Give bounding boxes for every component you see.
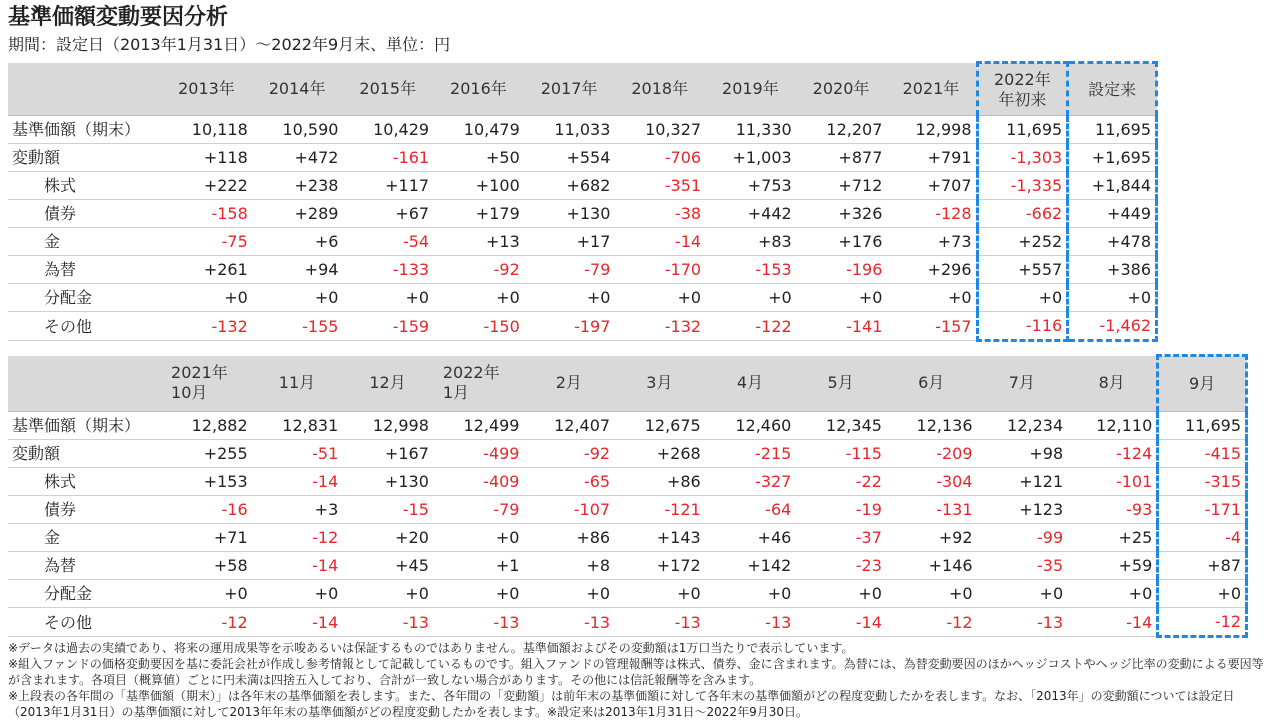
table-cell: +0 (795, 580, 886, 608)
row-label: 株式 (8, 468, 161, 496)
table-cell: -141 (796, 312, 887, 341)
table-cell: 12,675 (614, 412, 705, 440)
table-cell: +0 (1068, 284, 1157, 312)
table-cell: +712 (796, 172, 887, 200)
page-title: 基準価額変動要因分析 (8, 5, 229, 30)
table-cell: +449 (1068, 200, 1157, 228)
row-label: 基準価額（期末） (8, 116, 161, 144)
table-cell: -14 (614, 228, 705, 256)
table-cell: -215 (705, 440, 796, 468)
table-cell: +0 (796, 284, 887, 312)
table-cell: +0 (524, 284, 615, 312)
table-cell: +877 (796, 144, 887, 172)
table-cell: +130 (524, 200, 615, 228)
column-header: 2018年 (614, 63, 705, 116)
table-row (8, 172, 1157, 200)
row-label: その他 (8, 312, 161, 341)
table-cell: 11,033 (524, 116, 615, 144)
table-cell: +8 (523, 552, 614, 580)
table-cell: -327 (705, 468, 796, 496)
table-cell: +83 (705, 228, 796, 256)
table-cell: +222 (161, 172, 252, 200)
table-cell: +255 (161, 440, 252, 468)
table-cell: -16 (161, 496, 252, 524)
table-cell: -124 (1067, 440, 1158, 468)
table-cell: +0 (977, 284, 1068, 312)
table-cell: -133 (342, 256, 433, 284)
table-cell: +0 (705, 580, 796, 608)
table-cell: 12,882 (161, 412, 252, 440)
table-cell: +707 (886, 172, 977, 200)
column-header: 設定来 (1068, 63, 1157, 116)
column-header: 4月 (705, 356, 796, 412)
table-cell: -122 (705, 312, 796, 341)
table-cell: +0 (886, 284, 977, 312)
table-cell: 12,499 (433, 412, 524, 440)
row-label: 分配金 (8, 284, 161, 312)
table-cell: +6 (252, 228, 343, 256)
table-cell: 10,118 (161, 116, 252, 144)
column-header: 9月 (1158, 356, 1247, 412)
monthly-analysis-table (8, 354, 1248, 638)
table-cell: +478 (1068, 228, 1157, 256)
table-cell: -54 (342, 228, 433, 256)
column-header: 2017年 (524, 63, 615, 116)
table-cell: -99 (977, 524, 1068, 552)
header-corner (8, 356, 161, 412)
table-cell: 10,327 (614, 116, 705, 144)
table-row (8, 284, 1157, 312)
table-cell: -13 (433, 608, 524, 637)
table-cell: +0 (977, 580, 1068, 608)
table-cell: -13 (523, 608, 614, 637)
row-label: 基準価額（期末） (8, 412, 161, 440)
table-cell: +117 (342, 172, 433, 200)
table-cell: -116 (977, 312, 1068, 341)
table-cell: +0 (161, 580, 252, 608)
table-cell: +67 (342, 200, 433, 228)
table-cell: -23 (795, 552, 886, 580)
column-header: 11月 (252, 356, 343, 412)
table-cell: +167 (342, 440, 433, 468)
table-cell: +791 (886, 144, 977, 172)
table-cell: +25 (1067, 524, 1158, 552)
table-cell: -159 (342, 312, 433, 341)
table-cell: -101 (1067, 468, 1158, 496)
table-cell: +118 (161, 144, 252, 172)
row-label: その他 (8, 608, 161, 637)
table-cell: +20 (342, 524, 433, 552)
table-cell: -409 (433, 468, 524, 496)
row-label: 金 (8, 524, 161, 552)
row-label: 株式 (8, 172, 161, 200)
table-cell: -92 (523, 440, 614, 468)
footnote: ※上段表の各年間の「基準価額（期末）」は各年末の基準価額を表します。また、各年間の「変動額」は前年末の基準価額に対して各年末の基準価額がどの程度変動したかを表します。なお、「2013年」の変動額については設定日（2013年1月31日）の基準価額に対して2013年年末の基準価額がどの程度変動したかを表します。※設定来は2013年1月31日～2022年9月30日。 (8, 689, 1235, 719)
table-cell: -415 (1158, 440, 1247, 468)
table-cell: +100 (433, 172, 524, 200)
table-cell: +0 (1067, 580, 1158, 608)
table-cell: -12 (252, 524, 343, 552)
table-cell: +0 (1158, 580, 1247, 608)
table-cell: +472 (252, 144, 343, 172)
table-cell: -14 (252, 552, 343, 580)
table-cell: +0 (433, 524, 524, 552)
table-cell: -196 (796, 256, 887, 284)
column-header: 2013年 (161, 63, 252, 116)
table-cell: -15 (342, 496, 433, 524)
table-cell: 11,330 (705, 116, 796, 144)
column-header: 3月 (614, 356, 705, 412)
annual-analysis-table (8, 61, 1158, 342)
table-cell: +45 (342, 552, 433, 580)
table-cell: -14 (795, 608, 886, 637)
table-cell: +143 (614, 524, 705, 552)
table-cell: -79 (524, 256, 615, 284)
table-cell: 11,695 (1068, 116, 1157, 144)
table-cell: 10,590 (252, 116, 343, 144)
table-cell: +0 (886, 580, 977, 608)
table-cell: 12,110 (1067, 412, 1158, 440)
table-cell: -132 (161, 312, 252, 341)
column-header: 2020年 (796, 63, 887, 116)
table-cell: +0 (705, 284, 796, 312)
table-row (8, 440, 1247, 468)
table-cell: -14 (1067, 608, 1158, 637)
table-cell: -14 (252, 608, 343, 637)
column-header: 2022年 年初来 (977, 63, 1068, 116)
table-cell: -171 (1158, 496, 1247, 524)
table-cell: +0 (433, 284, 524, 312)
table-cell: +0 (523, 580, 614, 608)
table-cell: +73 (886, 228, 977, 256)
column-header: 6月 (886, 356, 977, 412)
table-cell: +17 (524, 228, 615, 256)
table-cell: 12,998 (342, 412, 433, 440)
column-header: 8月 (1067, 356, 1158, 412)
table-cell: -107 (523, 496, 614, 524)
row-label: 変動額 (8, 440, 161, 468)
table-cell: -13 (705, 608, 796, 637)
table-cell: 12,207 (796, 116, 887, 144)
footnote: ※データは過去の実績であり、将来の運用成果等を示唆あるいは保証するものではありません。基準価額およびその変動額は1万口当たりで表示しています。 (8, 641, 854, 655)
table-cell: -121 (614, 496, 705, 524)
page-subtitle: 期間：設定日（2013年1月31日）～2022年9月末、単位：円 (8, 35, 451, 54)
footnote: ※組入ファンドの価格変動要因を基に委託会社が作成し参考情報として記載しているものです。組入ファンドの管理報酬等は株式、債券、金に含まれます。為替には、為替変動要因のほかヘッジコストやヘッジ比率の変動による要因等が含まれます。各項目（概算値）ごとに円未満は四捨五入しており、合計が一致しない場合があります。その他には信託報酬等を含みます。 (8, 657, 1264, 687)
table-cell: -153 (705, 256, 796, 284)
table-cell: -115 (795, 440, 886, 468)
row-label: 債券 (8, 496, 161, 524)
table-cell: -12 (161, 608, 252, 637)
table-cell: +296 (886, 256, 977, 284)
table-cell: +153 (161, 468, 252, 496)
table-cell: +0 (161, 284, 252, 312)
table-cell: -128 (886, 200, 977, 228)
column-header: 2015年 (342, 63, 433, 116)
table-cell: +71 (161, 524, 252, 552)
table-cell: +46 (705, 524, 796, 552)
table-row (8, 200, 1157, 228)
table-row (8, 144, 1157, 172)
row-label: 為替 (8, 552, 161, 580)
table-cell: -170 (614, 256, 705, 284)
table-cell: -351 (614, 172, 705, 200)
table-cell: +261 (161, 256, 252, 284)
table-cell: +50 (433, 144, 524, 172)
table-cell: -14 (252, 468, 343, 496)
table-cell: -4 (1158, 524, 1247, 552)
table-cell: 10,479 (433, 116, 524, 144)
table-cell: +554 (524, 144, 615, 172)
table-cell: +86 (614, 468, 705, 496)
table-cell: -706 (614, 144, 705, 172)
table-cell: +92 (886, 524, 977, 552)
table-cell: +386 (1068, 256, 1157, 284)
table-cell: -209 (886, 440, 977, 468)
table-cell: +442 (705, 200, 796, 228)
table-cell: +172 (614, 552, 705, 580)
table-cell: -315 (1158, 468, 1247, 496)
table-cell: -35 (977, 552, 1068, 580)
table-cell: +3 (252, 496, 343, 524)
table-cell: +86 (523, 524, 614, 552)
table-cell: -131 (886, 496, 977, 524)
table-cell: 12,407 (523, 412, 614, 440)
column-header: 2022年 1月 (433, 356, 524, 412)
table-row (8, 228, 1157, 256)
table-cell: -92 (433, 256, 524, 284)
table-cell: -161 (342, 144, 433, 172)
table-cell: 12,460 (705, 412, 796, 440)
table-cell: +0 (252, 580, 343, 608)
table-cell: -150 (433, 312, 524, 341)
table-cell: -499 (433, 440, 524, 468)
column-header: 2014年 (252, 63, 343, 116)
table-cell: -1,335 (977, 172, 1068, 200)
table-cell: +0 (433, 580, 524, 608)
table-cell: -12 (1158, 608, 1247, 637)
table-cell: +326 (796, 200, 887, 228)
table-cell: -13 (342, 608, 433, 637)
table-cell: 11,695 (1158, 412, 1247, 440)
table-cell: +0 (252, 284, 343, 312)
table-cell: -155 (252, 312, 343, 341)
table-row (8, 580, 1247, 608)
table-row (8, 524, 1247, 552)
table-cell: -38 (614, 200, 705, 228)
table-cell: -22 (795, 468, 886, 496)
table-cell: +252 (977, 228, 1068, 256)
column-header: 7月 (977, 356, 1068, 412)
table-cell: -132 (614, 312, 705, 341)
column-header: 2021年 (886, 63, 977, 116)
table-cell: +176 (796, 228, 887, 256)
column-header: 2016年 (433, 63, 524, 116)
table-cell: 10,429 (342, 116, 433, 144)
table-row (8, 468, 1247, 496)
column-header: 5月 (795, 356, 886, 412)
table-row (8, 116, 1157, 144)
table-cell: -304 (886, 468, 977, 496)
table-cell: +142 (705, 552, 796, 580)
table-row (8, 552, 1247, 580)
table-cell: +1,844 (1068, 172, 1157, 200)
table-cell: -64 (705, 496, 796, 524)
table-cell: 11,695 (977, 116, 1068, 144)
table-cell: +121 (977, 468, 1068, 496)
table-cell: -13 (614, 608, 705, 637)
table-cell: -12 (886, 608, 977, 637)
column-header: 2月 (523, 356, 614, 412)
table-cell: +98 (977, 440, 1068, 468)
table-row (8, 412, 1247, 440)
row-label: 分配金 (8, 580, 161, 608)
table-cell: 12,998 (886, 116, 977, 144)
table-row (8, 496, 1247, 524)
footnotes (8, 640, 1274, 720)
table-cell: -197 (524, 312, 615, 341)
table-cell: -65 (523, 468, 614, 496)
table-cell: +58 (161, 552, 252, 580)
table-cell: -157 (886, 312, 977, 341)
table-cell: +753 (705, 172, 796, 200)
table-cell: +0 (342, 580, 433, 608)
table-cell: +0 (342, 284, 433, 312)
column-header: 12月 (342, 356, 433, 412)
table-cell: +1 (433, 552, 524, 580)
header-corner (8, 63, 161, 116)
table-cell: +13 (433, 228, 524, 256)
table-cell: -662 (977, 200, 1068, 228)
table-cell: 12,136 (886, 412, 977, 440)
table-cell: -19 (795, 496, 886, 524)
table-row (8, 256, 1157, 284)
row-label: 債券 (8, 200, 161, 228)
table-cell: +59 (1067, 552, 1158, 580)
table-cell: +238 (252, 172, 343, 200)
table-row (8, 608, 1247, 637)
column-header: 2019年 (705, 63, 796, 116)
table-cell: +87 (1158, 552, 1247, 580)
row-label: 変動額 (8, 144, 161, 172)
table-cell: -37 (795, 524, 886, 552)
table-cell: +146 (886, 552, 977, 580)
table-cell: +1,003 (705, 144, 796, 172)
table-cell: -13 (977, 608, 1068, 637)
table-cell: -93 (1067, 496, 1158, 524)
table-cell: -51 (252, 440, 343, 468)
table-cell: +557 (977, 256, 1068, 284)
table-cell: 12,345 (795, 412, 886, 440)
table-cell: -158 (161, 200, 252, 228)
table-cell: +179 (433, 200, 524, 228)
table-cell: +130 (342, 468, 433, 496)
table-cell: -79 (433, 496, 524, 524)
table-cell: +94 (252, 256, 343, 284)
table-cell: +682 (524, 172, 615, 200)
table-cell: -75 (161, 228, 252, 256)
table-cell: +289 (252, 200, 343, 228)
column-header: 2021年 10月 (161, 356, 252, 412)
table-cell: 12,234 (977, 412, 1068, 440)
table-cell: -1,303 (977, 144, 1068, 172)
table-cell: -1,462 (1068, 312, 1157, 341)
table-cell: +268 (614, 440, 705, 468)
row-label: 金 (8, 228, 161, 256)
table-cell: +0 (614, 580, 705, 608)
table-cell: +1,695 (1068, 144, 1157, 172)
table-cell: +123 (977, 496, 1068, 524)
table-cell: 12,831 (252, 412, 343, 440)
row-label: 為替 (8, 256, 161, 284)
table-row (8, 312, 1157, 341)
table-cell: +0 (614, 284, 705, 312)
